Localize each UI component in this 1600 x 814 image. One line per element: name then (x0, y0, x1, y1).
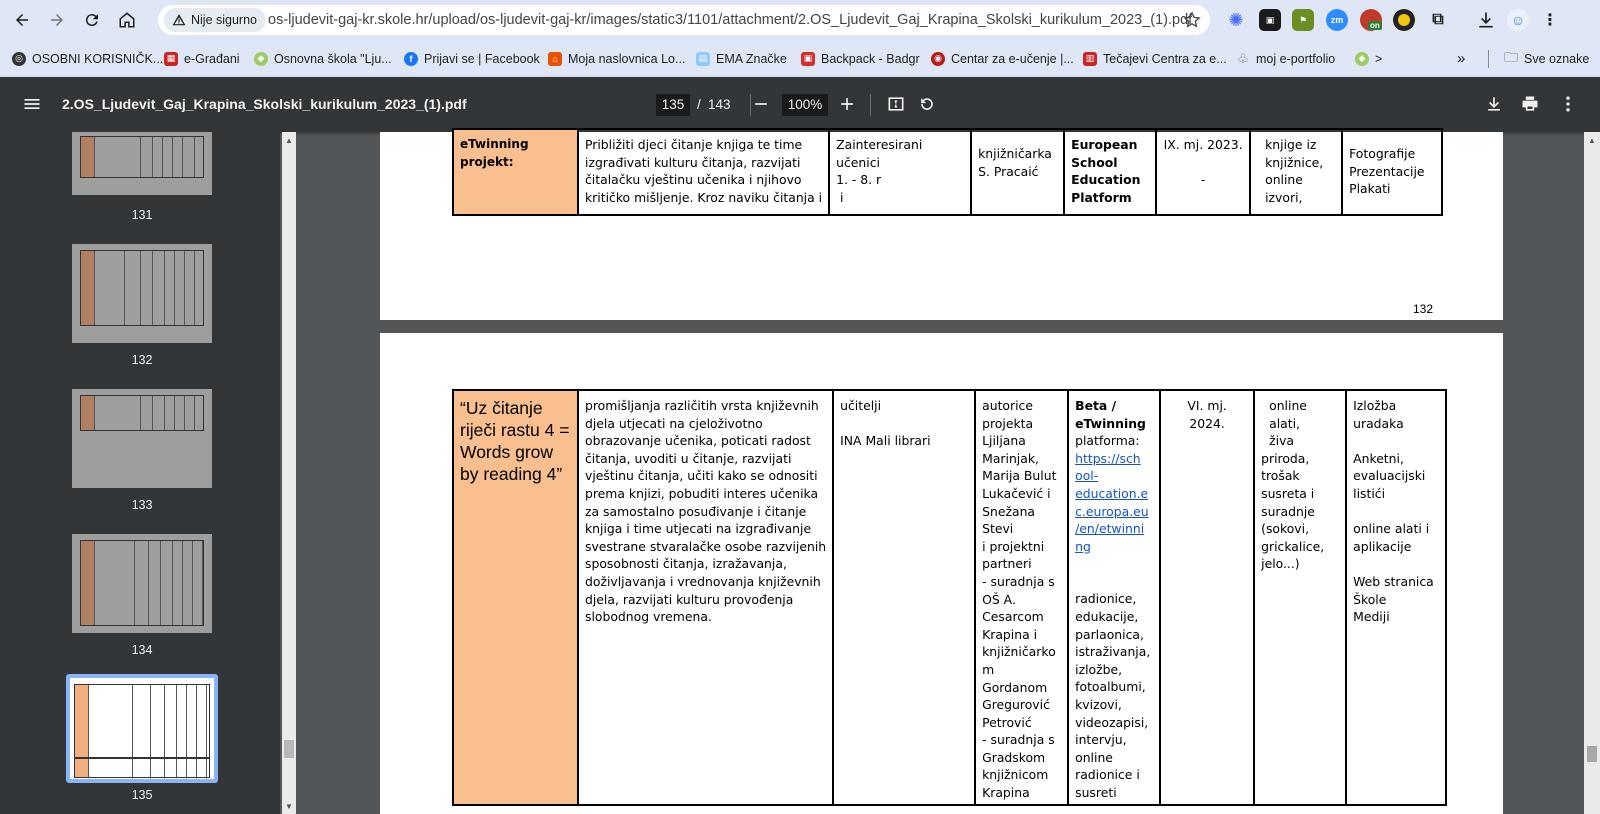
activity-cell: eTwinning projekt: (453, 129, 578, 215)
extension-dark-icon[interactable]: ▣ (1259, 9, 1281, 31)
target-cell: Zainteresirani učenici 1. - 8. r i (829, 129, 971, 215)
extension-gear-icon[interactable]: ✺ (1228, 9, 1244, 30)
address-bar[interactable] (158, 5, 1210, 35)
download-button[interactable] (1475, 9, 1497, 31)
etwinning-link[interactable]: ool- (1075, 468, 1099, 484)
all-bookmarks-button[interactable]: 🗀 Sve oznake (1504, 48, 1589, 69)
more-options-button[interactable] (1556, 92, 1580, 116)
minus-icon (751, 94, 771, 114)
table-row (453, 390, 1446, 805)
bookmark-item[interactable]: ◆ Osnovna škola "Lju... (254, 48, 392, 69)
download-pdf-button[interactable] (1482, 92, 1506, 116)
home-orange-icon: ⌂ (548, 52, 562, 66)
document-scrollbar-thumb[interactable] (1587, 746, 1597, 762)
extension-circle-icon[interactable] (1393, 9, 1415, 31)
time-cell: VI. mj. 2024. (1160, 390, 1254, 805)
costs-cell: knjige iz knjižnice, online izvori, (1250, 129, 1342, 215)
table-row (453, 129, 1442, 215)
fit-page-icon (886, 94, 906, 114)
scroll-down-icon[interactable]: ▼ (285, 802, 293, 811)
scroll-up-icon[interactable]: ▲ (285, 136, 293, 145)
pdf-toolbar (0, 77, 1600, 132)
bookmark-item[interactable]: f Prijavi se | Facebook (404, 48, 540, 69)
bookmark-item[interactable]: ◉ Centar za e-učenje |... (931, 48, 1074, 69)
bookmark-star-button[interactable] (1180, 8, 1204, 32)
scroll-up-icon[interactable]: ▲ (1588, 136, 1596, 145)
time-cell: IX. mj. 2023. - (1156, 129, 1250, 215)
security-label: Nije sigurno (191, 13, 258, 27)
plus-icon (837, 94, 857, 114)
facebook-icon: f (404, 52, 418, 66)
backpack-icon: ▣ (801, 52, 815, 66)
reload-button[interactable] (78, 6, 106, 34)
extensions-puzzle-icon[interactable]: ⧉ (1432, 11, 1444, 28)
sidebar-menu-button[interactable] (20, 92, 44, 116)
print-button[interactable] (1518, 92, 1542, 116)
extension-green-icon[interactable]: ⚑ (1292, 9, 1314, 31)
printer-icon (1520, 94, 1540, 114)
sidebar-scrollbar[interactable] (282, 132, 296, 814)
thumbnail-label: 135 (131, 788, 153, 802)
page-total: 143 (708, 97, 731, 112)
thumbnail-label: 132 (131, 353, 153, 367)
warning-icon (172, 13, 186, 27)
url-text[interactable]: os-ljudevit-gaj-kr.skole.hr/upload/os-ljudevit-gaj-kr/images/static3/1101/attachment/2.OS_Ljudevit_Gaj_Krapina_Skolski_kurikulum_2023_(1).pdf (268, 12, 1193, 28)
download-icon (1484, 94, 1504, 114)
chrome-menu-button[interactable]: ⋮ (1542, 12, 1558, 29)
extension-on-icon[interactable]: on (1360, 9, 1382, 31)
page-thumbnail[interactable] (72, 389, 212, 488)
back-button[interactable] (8, 6, 36, 34)
etwinning-link[interactable]: c.europa.eu (1075, 503, 1149, 519)
curriculum-table (452, 128, 1443, 216)
thumbnail-sidebar (0, 132, 280, 814)
leaf-icon: ♧ (1237, 50, 1249, 66)
goals-cell: promišljanja različitih vrsta književnih djela utjecati na cjeloživotno obrazovanje učenika, poticati radost čitanja, uvoditi u čitanje, razvijati vještinu čitanja, učiti kako se odnositi prema knjizi, pobuditi interes učenika za samostalno posuđivanje i čitanje knjiga i time utjecati na izgrađivanje svestrane stvaralačke osobe razvijenih sposobnosti čitanja, izražavanja, doživljavanja i vrednovanja književnih djela, razvijati kulturu provođenja slobodnog vremena. (578, 390, 833, 805)
bookmark-item[interactable]: ▤ EMA Značke (696, 48, 787, 69)
goals-cell: Približiti djeci čitanje knjiga te time izgrađivati kulturu čitanja, razvijati čitalačku vještinu učenika i njihovo kritičko mišljenje. Kroz naviku čitanja i (578, 129, 829, 215)
rotate-icon (917, 94, 937, 114)
zoom-input[interactable] (782, 94, 828, 116)
bookmark-item[interactable]: ▦ e-Građani (164, 48, 240, 69)
page-thumbnail[interactable] (72, 244, 212, 343)
page-number-input[interactable] (656, 94, 690, 116)
shield-icon: ◆ (1355, 52, 1369, 66)
arrow-left-icon (13, 11, 31, 29)
badge-icon: ▤ (696, 52, 710, 66)
security-chip[interactable] (164, 8, 266, 32)
zoom-in-button[interactable] (835, 92, 859, 116)
download-icon (1476, 10, 1496, 30)
curriculum-table (452, 389, 1447, 806)
holders-cell: knjižničarka S. Pracaić (971, 129, 1064, 215)
home-icon (118, 11, 136, 29)
checkered-icon: ▦ (164, 52, 178, 66)
more-vert-icon (1558, 94, 1578, 114)
page-thumbnail-current[interactable] (66, 674, 218, 783)
school-shield-icon: ◆ (254, 52, 268, 66)
evaluation-cell: Izložba uradaka Anketni, evaluacijski listići online alati i aplikacije Web stranica Škole Mediji (1346, 390, 1446, 805)
course-icon: ▥ (1083, 52, 1097, 66)
browser-toolbar (0, 0, 1600, 40)
page-separator: / (697, 97, 701, 112)
thumbnail-label: 133 (131, 498, 153, 512)
document-scrollbar[interactable] (1584, 132, 1600, 814)
page-thumbnail[interactable] (72, 132, 212, 195)
costs-cell: online alati, živa priroda, trošak susreta i suradnje (sokovi, grickalice, jelo...) (1254, 390, 1346, 805)
toolbar-divider (870, 94, 871, 116)
e-learning-icon: ◉ (931, 52, 945, 66)
bookmarks-divider (1488, 50, 1489, 68)
star-icon (1183, 11, 1201, 29)
folder-icon: 🗀 (1504, 48, 1518, 65)
thumbnail-label: 131 (131, 208, 153, 222)
bookmark-item[interactable]: ◆ > (1355, 48, 1382, 69)
menu-icon (22, 94, 42, 114)
method-cell: Beta / eTwinning platforma: https://sch ool- education.e c.europa.eu /en/etwinni ng radionice, edukacije, parlaonica, istraživanja, izložbe, fotoalbumi, kvizovi, videozapisi, intervju, online radionice i susreti (1068, 390, 1160, 805)
bookmark-item[interactable]: ⌂ Moja naslovnica Lo... (548, 48, 685, 69)
pdf-page (380, 132, 1503, 320)
etwinning-link[interactable]: education.e (1075, 485, 1149, 501)
reload-icon (83, 11, 101, 29)
bookmarks-bar (0, 40, 1600, 77)
bookmarks-overflow-button[interactable]: » (1457, 50, 1466, 67)
activity-title-cell: “Uz čitanje riječi rastu 4 = Words grow by reading 4” (453, 390, 578, 805)
page-thumbnail[interactable] (72, 534, 212, 633)
zoom-out-button[interactable] (749, 92, 773, 116)
forward-button[interactable] (43, 6, 71, 34)
etwinning-link[interactable]: ng (1075, 538, 1091, 554)
extension-zoom-icon[interactable]: zm (1326, 9, 1348, 31)
arrow-right-icon (48, 11, 66, 29)
profile-avatar[interactable]: ☺ (1507, 9, 1529, 31)
holders-cell: autorice projekta Ljiljana Marinjak, Marija Bulut Lukačević i Snežana Stevi i projektni partneri - suradnja s OŠ A. Cesarcom Krapina i knjižničarko m Gordanom Gregurović Petrović - suradnja s Gradskom knjižnicom Krapina (975, 390, 1068, 805)
etwinning-link[interactable]: https://sch (1075, 450, 1141, 466)
bookmark-item[interactable]: ♧ moj e-portfolio (1237, 50, 1336, 66)
globe-icon: ◎ (12, 52, 26, 66)
method-cell: European School Education Platform (1064, 129, 1156, 215)
bookmark-item[interactable]: ▣ Backpack - Badgr (801, 48, 920, 69)
fit-page-button[interactable] (884, 92, 908, 116)
target-cell: učitelji INA Mali librari (833, 390, 975, 805)
bookmark-item[interactable]: ▥ Tečajevi Centra za e... (1083, 48, 1227, 69)
etwinning-link[interactable]: /en/etwinni (1075, 521, 1145, 537)
rotate-button[interactable] (915, 92, 939, 116)
page-number: 132 (1412, 302, 1433, 316)
sidebar-scrollbar-thumb[interactable] (284, 740, 294, 758)
pdf-page (380, 333, 1503, 814)
bookmark-item[interactable]: ◎ OSOBNI KORISNIČK... (12, 48, 163, 69)
evaluation-cell: Fotografije Prezentacije Plakati (1342, 129, 1442, 215)
home-button[interactable] (113, 6, 141, 34)
thumbnail-label: 134 (131, 643, 153, 657)
document-title: 2.OS_Ljudevit_Gaj_Krapina_Skolski_kurikulum_2023_(1).pdf (62, 96, 467, 112)
